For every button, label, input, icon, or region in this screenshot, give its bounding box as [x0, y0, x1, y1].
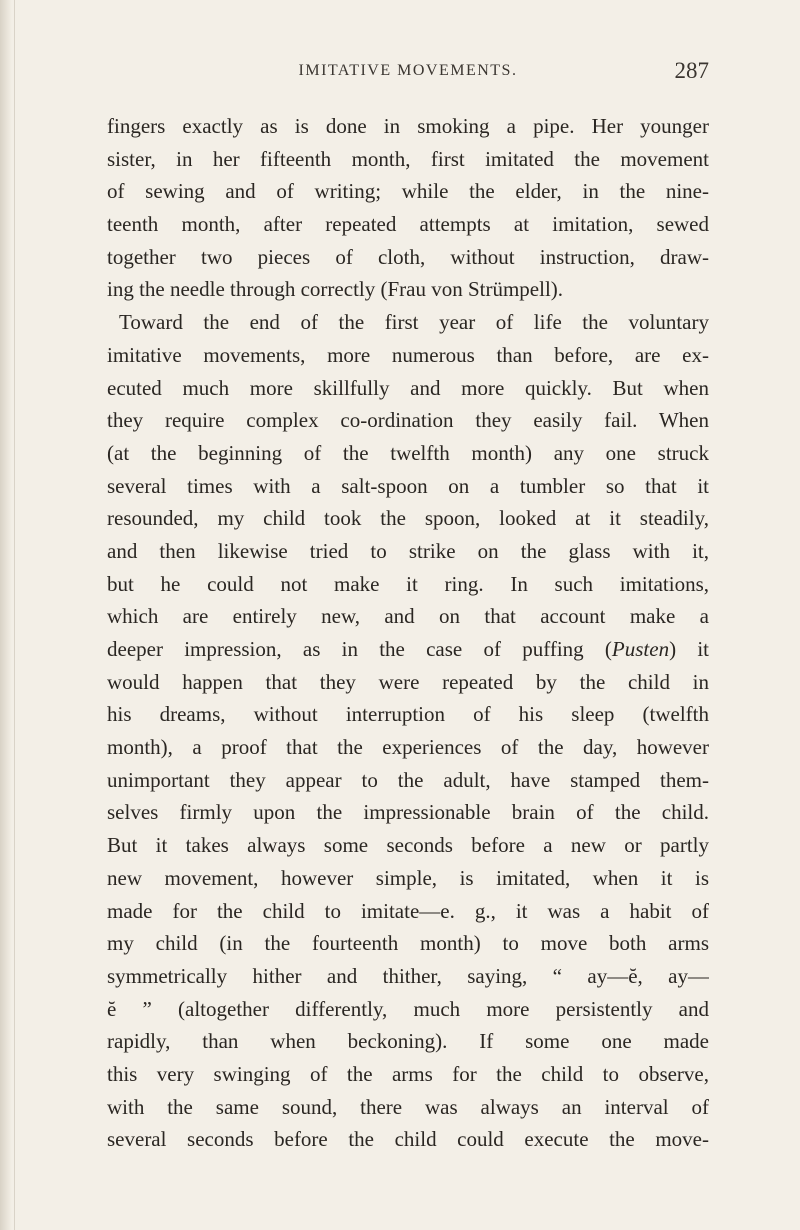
- text-line-17-start: deeper impression, as in the case of puffing (: [107, 637, 612, 661]
- text-line-4: teenth month, after repeated attempts at imitation, sewed: [107, 212, 709, 237]
- text-line-9: ecuted much more skillfully and more quickly. But when: [107, 375, 709, 400]
- body-text: [107, 110, 709, 1156]
- text-line-8: imitative movements, more numerous than before, are ex-: [107, 342, 709, 367]
- text-line-1: fingers exactly as is done in smoking a pipe. Her younger: [107, 114, 709, 138]
- text-line-15: but he could not make it ring. In such imitations,: [107, 571, 709, 596]
- text-line-18: would happen that they were repeated by the child in: [107, 669, 709, 694]
- text-line-30: this very swinging of the arms for the child to observe,: [107, 1061, 709, 1086]
- text-line-3: of sewing and of writing; while the elder, in the nine-: [107, 179, 709, 204]
- page-number: 287: [674, 58, 709, 83]
- text-line-7: Toward the end of the first year of life the voluntary: [119, 310, 709, 335]
- text-line-22: selves firmly upon the impressionable brain of the child.: [107, 800, 709, 825]
- text-line-6: ing the needle through correctly (Frau von Strümpell).: [107, 277, 564, 302]
- text-line-2: sister, in her fifteenth month, first imitated the movement: [107, 146, 709, 171]
- text-line-31: with the same sound, there was always an interval of: [107, 1094, 709, 1119]
- text-line-24: new movement, however simple, is imitated, when it is: [107, 865, 709, 890]
- text-line-26: my child (in the fourteenth month) to move both arms: [107, 931, 709, 956]
- page-gutter-shadow: [0, 0, 12, 1230]
- text-line-27: symmetrically hither and thither, saying, “ ay—ĕ, ay—: [107, 963, 709, 988]
- text-line-17-end: ) it: [669, 637, 709, 661]
- text-line-19: his dreams, without interruption of his sleep (twelfth: [107, 702, 709, 727]
- text-line-10: they require complex co-ordination they easily fail. When: [107, 408, 709, 433]
- text-line-29: rapidly, than when beckoning). If some one made: [107, 1029, 709, 1054]
- running-head: IMITATIVE MOVEMENTS.: [298, 62, 518, 79]
- text-line-28: ĕ ” (altogether differently, much more persistently and: [107, 996, 709, 1021]
- text-line-16: which are entirely new, and on that account make a: [107, 604, 709, 629]
- text-line-23: But it takes always some seconds before a new or partly: [107, 833, 709, 858]
- page-gutter-line: [14, 0, 15, 1230]
- italic-word-pusten: Pusten: [611, 637, 670, 661]
- text-line-17: [107, 633, 709, 666]
- text-line-21: unimportant they appear to the adult, have stamped them-: [107, 767, 709, 792]
- text-line-20: month), a proof that the experiences of the day, however: [107, 735, 709, 760]
- text-line-14: and then likewise tried to strike on the glass with it,: [107, 538, 709, 563]
- text-line-5: together two pieces of cloth, without instruction, draw-: [107, 244, 709, 269]
- text-line-11: (at the beginning of the twelfth month) any one struck: [107, 440, 709, 465]
- text-line-13: resounded, my child took the spoon, looked at it steadily,: [107, 506, 709, 531]
- page-header: [107, 58, 709, 88]
- text-line-32: several seconds before the child could execute the move-: [107, 1127, 709, 1152]
- text-line-12: several times with a salt-spoon on a tumbler so that it: [107, 473, 709, 498]
- text-line-25: made for the child to imitate—e. g., it was a habit of: [107, 898, 709, 923]
